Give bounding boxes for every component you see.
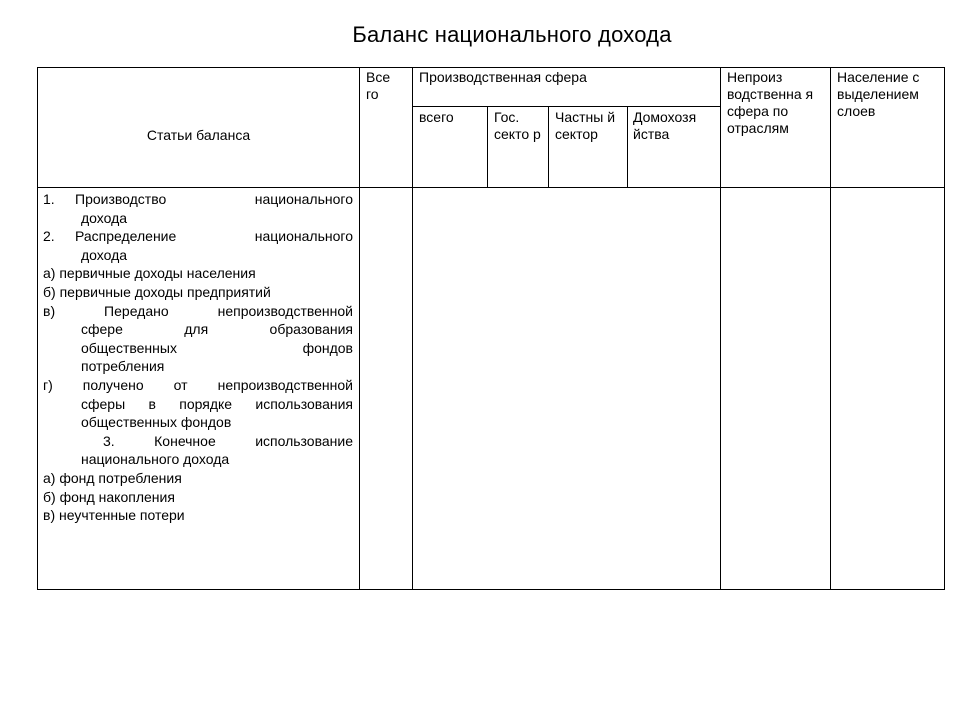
list-item: 3. Конечное использование bbox=[103, 432, 353, 449]
balance-items bbox=[43, 190, 353, 525]
list-item: г) получено от непроизводственной bbox=[43, 376, 353, 393]
header-prod-private: Частны й сектор bbox=[555, 109, 616, 142]
header-prod-state: Гос. секто р bbox=[494, 109, 541, 142]
list-item: сферы в порядке использования bbox=[81, 395, 353, 412]
header-nonprod: Непроиз водственна я сфера по отраслям bbox=[727, 69, 814, 136]
header-prod-households: Домохозя йства bbox=[633, 109, 697, 142]
list-item: б) первичные доходы предприятий bbox=[43, 283, 271, 300]
list-item: а) первичные доходы населения bbox=[43, 265, 256, 282]
list-item: 1. Производство национального bbox=[43, 191, 353, 207]
list-item: 2. Распределение национального bbox=[43, 228, 353, 245]
list-item: дохода bbox=[81, 209, 128, 226]
header-production: Производственная сфера bbox=[419, 69, 587, 85]
list-item: общественных фондов bbox=[81, 414, 232, 431]
list-item: общественных фондов bbox=[81, 339, 353, 356]
header-prod-total: всего bbox=[419, 109, 454, 125]
list-item: дохода bbox=[81, 246, 128, 263]
list-item: б) фонд накопления bbox=[43, 488, 175, 505]
list-item: национального дохода bbox=[81, 451, 230, 468]
list-item: а) фонд потребления bbox=[43, 469, 182, 486]
header-total: Все го bbox=[366, 69, 391, 102]
list-item: в) Передано непроизводственной bbox=[43, 302, 353, 319]
header-population: Население с выделением слоев bbox=[837, 69, 920, 119]
page-title: Баланс национального дохода bbox=[352, 22, 672, 47]
list-item: в) неучтенные потери bbox=[43, 507, 185, 524]
header-items: Статьи баланса bbox=[146, 127, 251, 143]
list-item: потребления bbox=[81, 358, 165, 375]
list-item: сфере для образования bbox=[81, 321, 353, 338]
